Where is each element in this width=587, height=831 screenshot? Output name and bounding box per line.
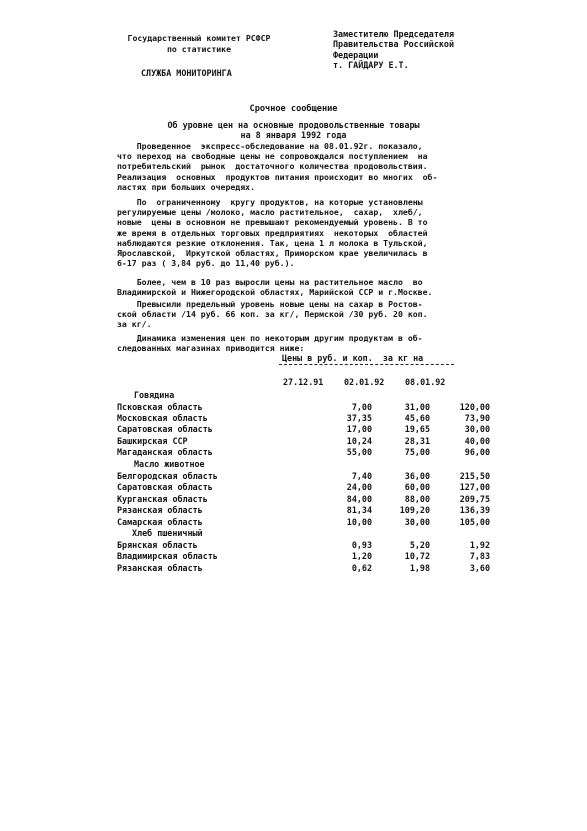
price-cell: 209,75 — [459, 494, 490, 504]
price-cell: 24,00 — [346, 482, 372, 492]
addressee-block — [333, 29, 533, 71]
price-cell: 19,65 — [404, 424, 430, 434]
region-name: Рязанская область — [117, 563, 203, 573]
price-cell: 28,31 — [404, 436, 430, 446]
price-cell: 105,00 — [459, 517, 490, 527]
region-name: Саратовская область — [117, 424, 213, 434]
group-label: Говядина — [134, 390, 175, 400]
price-cell: 5,20 — [409, 540, 430, 550]
region-name: Башкирская ССР — [117, 436, 188, 446]
price-cell: 60,00 — [404, 482, 430, 492]
paragraph-1 — [117, 141, 479, 192]
price-cell: 36,00 — [404, 471, 430, 481]
sender-line: Государственный комитет РСФСР — [127, 33, 271, 43]
price-cell: 120,00 — [459, 402, 490, 412]
price-cell: 84,00 — [346, 494, 372, 504]
region-name: Владимирская область — [117, 551, 218, 561]
price-cell: 10,24 — [346, 436, 372, 446]
document-title: Срочное сообщение — [249, 104, 338, 114]
price-cell: 109,20 — [399, 505, 430, 515]
text-line: Реализация основных продуктов питания происходит во многих об- — [117, 171, 438, 182]
region-name: Самарская область — [117, 517, 203, 527]
column-date: 08.01.92 — [405, 377, 446, 387]
price-cell: 88,00 — [404, 494, 430, 504]
text-line: наблюдаются резкие отклонения. Так, цена 1 л молока в Тульской, — [117, 237, 428, 248]
text-line: регулируемые цены /молоко, масло растительное, сахар, хлеб/, — [117, 207, 423, 218]
table-caption: Цены в руб. и коп. за кг на — [282, 353, 424, 363]
group-label: Хлеб пшеничный — [132, 528, 203, 538]
text-line: ластях при больших очередях. — [117, 181, 256, 192]
paragraph-5 — [117, 333, 479, 353]
price-cell: 0,62 — [351, 563, 372, 573]
price-cell: 75,00 — [404, 447, 430, 457]
price-cell: 45,60 — [404, 413, 430, 423]
price-cell: 7,40 — [351, 471, 372, 481]
region-name: Магаданская область — [117, 447, 213, 457]
price-cell: 31,00 — [404, 402, 430, 412]
paragraph-3 — [117, 277, 479, 297]
price-cell: 17,00 — [346, 424, 372, 434]
price-cell: 96,00 — [464, 447, 490, 457]
region-name: Курганская область — [117, 494, 208, 504]
addressee-line: Федерации — [333, 49, 379, 60]
price-cell: 30,00 — [404, 517, 430, 527]
text-line: По ограниченному кругу продуктов, на которые установлены — [117, 197, 423, 207]
text-line: потребительский рынок достаточного количества продовольствия. — [117, 161, 428, 172]
text-line: что переход на свободные цены не сопровождался поступлением на — [117, 151, 428, 162]
price-cell: 215,50 — [459, 471, 490, 481]
column-date: 02.01.92 — [344, 377, 385, 387]
subtitle-line: на 8 января 1992 года — [240, 130, 347, 140]
region-name: Рязанская область — [117, 505, 203, 515]
price-cell: 30,00 — [464, 424, 490, 434]
addressee-line: Заместителю Председателя — [333, 29, 455, 39]
sender-block — [124, 33, 274, 55]
price-cell: 136,39 — [459, 505, 490, 515]
price-cell: 37,35 — [346, 413, 372, 423]
text-line: 6-17 раз ( 3,84 руб. до 11,40 руб.). — [117, 258, 295, 269]
text-line: Ярославской, Иркутской областях, Приморском крае увеличилась в — [117, 248, 428, 259]
region-name: Белгородская область — [117, 471, 218, 481]
text-line: Более, чем в 10 раз выросли цены на растительное масло во — [117, 277, 423, 287]
paragraph-2 — [117, 197, 479, 268]
text-line: Владимирской и Нижегородской областях, Марийской ССР и г.Москве. — [117, 287, 433, 298]
region-name: Московская область — [117, 413, 208, 423]
text-line: Превысили предельный уровень новые цены на сахар в Ростов- — [117, 299, 423, 309]
group-label: Масло животное — [134, 459, 205, 469]
region-name: Брянская область — [117, 540, 198, 550]
price-cell: 127,00 — [459, 482, 490, 492]
region-name: Саратовская область — [117, 482, 213, 492]
text-line: ской области /14 руб. 66 коп. за кг/, Пермской /30 руб. 20 коп. — [117, 309, 428, 320]
price-cell: 1,98 — [409, 563, 430, 573]
price-cell: 81,34 — [346, 505, 372, 515]
column-date: 27.12.91 — [283, 377, 324, 387]
price-cell: 55,00 — [346, 447, 372, 457]
text-line: Динамика изменения цен по некоторым другим продуктам в об- — [117, 333, 423, 343]
price-cell: 1,92 — [469, 540, 490, 550]
price-cell: 1,20 — [351, 551, 372, 561]
table-divider — [279, 364, 454, 365]
text-line: же время в отдельных торговых предприятиях некоторых областей — [117, 227, 428, 238]
price-cell: 3,60 — [469, 563, 490, 573]
price-cell: 10,00 — [346, 517, 372, 527]
price-cell: 7,83 — [469, 551, 490, 561]
region-name: Псковская область — [117, 402, 203, 412]
document-subtitle — [0, 120, 587, 140]
price-cell: 7,00 — [351, 402, 372, 412]
addressee-line: Правительства Российской — [333, 39, 455, 50]
price-cell: 0,93 — [351, 540, 372, 550]
sender-line: по статистике — [166, 44, 232, 54]
price-cell: 40,00 — [464, 436, 490, 446]
text-line: следованных магазинах приводится ниже: — [117, 343, 305, 354]
subtitle-line: Об уровне цен на основные продовольственные товары — [167, 120, 420, 130]
addressee-line: т. ГАЙДАРУ Е.Т. — [333, 60, 409, 71]
service-name: СЛУЖБА МОНИТОРИНГА — [141, 68, 232, 78]
text-line: новые цены в основном не превышают рекомендуемый уровень. В то — [117, 217, 428, 228]
price-cell: 73,90 — [464, 413, 490, 423]
price-cell: 10,72 — [404, 551, 430, 561]
text-line: за кг/. — [117, 319, 152, 330]
paragraph-4 — [117, 299, 479, 330]
text-line: Проведенное экспресс-обследование на 08.01.92г. показало, — [117, 141, 423, 151]
